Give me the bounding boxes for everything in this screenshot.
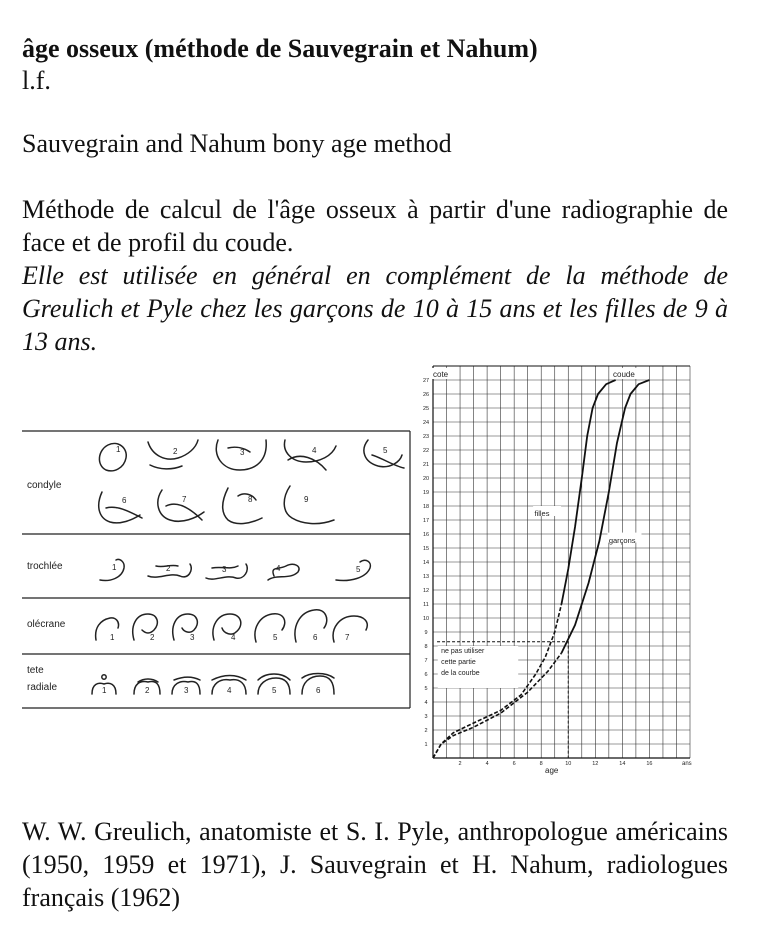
trochlee-stage-number: 1 [112, 563, 117, 572]
credit-note: W. W. Greulich, anatomiste et S. I. Pyle, anthropologue américains (1950, 1959 et 1971), J. Sauvegrain et H. Nahum, radiologues français (1962) [22, 817, 728, 912]
x-tick-label: 12 [592, 761, 599, 767]
olecrane-stage-number: 1 [110, 633, 115, 642]
trochlee-stage-number: 4 [276, 564, 281, 573]
condyle-stage-number: 2 [173, 447, 178, 456]
row-label-condyle: condyle [27, 480, 62, 491]
series-line-garçons [562, 380, 650, 653]
condyle-stage-number: 5 [383, 446, 388, 455]
ossification-stages-table [22, 431, 410, 708]
annotation-text: de la courbe [441, 670, 480, 677]
trochlee-sketches [100, 559, 370, 580]
tete-radiale-stage-1-sketch [102, 675, 106, 679]
trochlee-stage-number: 5 [356, 565, 361, 574]
y-tick-label: 14 [422, 560, 430, 566]
y-tick-label: 9 [424, 630, 428, 636]
olecrane-stage-number: 2 [150, 633, 155, 642]
olecrane-stage-4-sketch [213, 614, 241, 640]
x-axis-title: age [545, 766, 559, 775]
condyle-stage-number: 6 [122, 496, 127, 505]
chart-title: coude [613, 370, 635, 379]
y-tick-label: 19 [422, 490, 430, 496]
condyle-stage-number: 4 [312, 446, 317, 455]
x-tick-label: 16 [646, 761, 653, 767]
definition-usage-note: Elle est utilisée en général en complément de la méthode de Greulich et Pyle chez les garçons de 10 à 15 ans et les filles de 9 à 13 ans. [22, 261, 728, 356]
trochlee-stage-4-sketch [268, 564, 299, 580]
condyle-stage-number: 7 [182, 495, 187, 504]
y-tick-label: 27 [422, 378, 430, 384]
series-label-filles: filles [534, 508, 550, 518]
x-tick-label: 14 [619, 761, 626, 767]
condyle-stage-number: 1 [116, 445, 121, 454]
x-tick-label: 8 [539, 761, 543, 767]
tete-radiale-stage-number: 5 [272, 686, 277, 695]
y-tick-label: 3 [424, 714, 428, 720]
olecrane-stage-number: 7 [345, 633, 350, 642]
y-tick-label: 8 [424, 644, 428, 650]
x-tick-label: 4 [485, 761, 489, 767]
grammatical-gender: l.f. [22, 66, 51, 95]
y-tick-label: 4 [424, 700, 428, 706]
condyle-stage-number: 8 [248, 495, 253, 504]
condyle-sketches [99, 440, 404, 471]
y-tick-label: 7 [424, 658, 428, 664]
annotation-text: ne pas utiliser [441, 648, 485, 655]
y-tick-label: 6 [424, 672, 428, 678]
x-tick-label: 10 [565, 761, 572, 767]
condyle-stage-7-sketch [158, 490, 204, 521]
condyle-stage-4-sketch [284, 440, 336, 470]
y-tick-label: 2 [424, 728, 428, 734]
english-translation: Sauvegrain and Nahum bony age method [22, 129, 452, 158]
row-label-olecrane: olécrane [27, 619, 66, 630]
y-tick-label: 15 [422, 546, 430, 552]
definition-text: Méthode de calcul de l'âge osseux à partir d'une radiographie de face et de profil du coude. [22, 195, 728, 257]
chart-grid [433, 366, 690, 758]
condyle-stage-6-sketch [99, 492, 142, 523]
x-tick-label: 6 [512, 761, 516, 767]
y-tick-label: 16 [422, 532, 430, 538]
olecrane-stage-6-sketch [295, 610, 327, 642]
olecrane-stage-number: 3 [190, 633, 195, 642]
y-tick-label: 17 [422, 518, 430, 524]
y-tick-labels [423, 378, 429, 748]
y-tick-label: 5 [424, 686, 428, 692]
row-label-trochlee: trochlée [27, 561, 63, 572]
tete-radiale-stage-number: 4 [227, 686, 232, 695]
y-axis-title: cote [433, 370, 449, 379]
tete-radiale-stage-number: 6 [316, 686, 321, 695]
row-label-radiale: radiale [27, 682, 58, 693]
condyle-stage-8-sketch [223, 488, 262, 524]
y-tick-label: 12 [422, 588, 430, 594]
y-tick-label: 11 [423, 602, 429, 608]
x-axis-unit: ans [682, 761, 692, 767]
condyle-stage-number: 3 [240, 448, 245, 457]
y-tick-label: 10 [422, 616, 430, 622]
y-tick-label: 26 [422, 392, 430, 398]
trochlee-stage-number: 3 [222, 565, 227, 574]
condyle-stage-number: 9 [304, 495, 309, 504]
trochlee-stage-5-sketch [336, 560, 370, 580]
tete-radiale-sketches [92, 674, 334, 695]
x-tick-label: 2 [458, 761, 462, 767]
row-label-tete: tete [27, 665, 44, 676]
entry-term: âge osseux (méthode de Sauvegrain et Nahum) [22, 34, 538, 63]
y-tick-label: 24 [422, 420, 430, 426]
y-tick-label: 25 [422, 406, 430, 412]
y-tick-label: 1 [424, 742, 428, 748]
olecrane-stage-7-sketch [333, 616, 367, 642]
series-label-garcons: garçons [608, 536, 636, 546]
olecrane-stage-5-sketch [255, 614, 285, 642]
trochlee-stage-number: 2 [166, 564, 171, 573]
olecrane-stage-number: 5 [273, 633, 278, 642]
do-not-use-annotation [437, 642, 568, 758]
annotation-text: cette partie [441, 659, 476, 666]
trochlee-stage-3-sketch [206, 564, 247, 579]
tete-radiale-stage-number: 1 [102, 686, 107, 695]
bone-age-chart [423, 366, 692, 775]
y-tick-label: 22 [422, 448, 430, 454]
tete-radiale-stage-number: 2 [145, 686, 150, 695]
tete-radiale-stage-number: 3 [184, 686, 189, 695]
y-tick-label: 18 [422, 504, 430, 510]
olecrane-stage-1-sketch [96, 618, 119, 640]
y-tick-label: 13 [422, 574, 430, 580]
y-tick-label: 21 [422, 462, 430, 468]
condyle-stage-9-sketch [284, 486, 334, 524]
olecrane-stage-number: 4 [231, 633, 236, 642]
olecrane-stage-number: 6 [313, 633, 318, 642]
condyle-stage-1-sketch [99, 443, 126, 470]
y-tick-label: 23 [422, 434, 430, 440]
y-tick-label: 20 [422, 476, 430, 482]
